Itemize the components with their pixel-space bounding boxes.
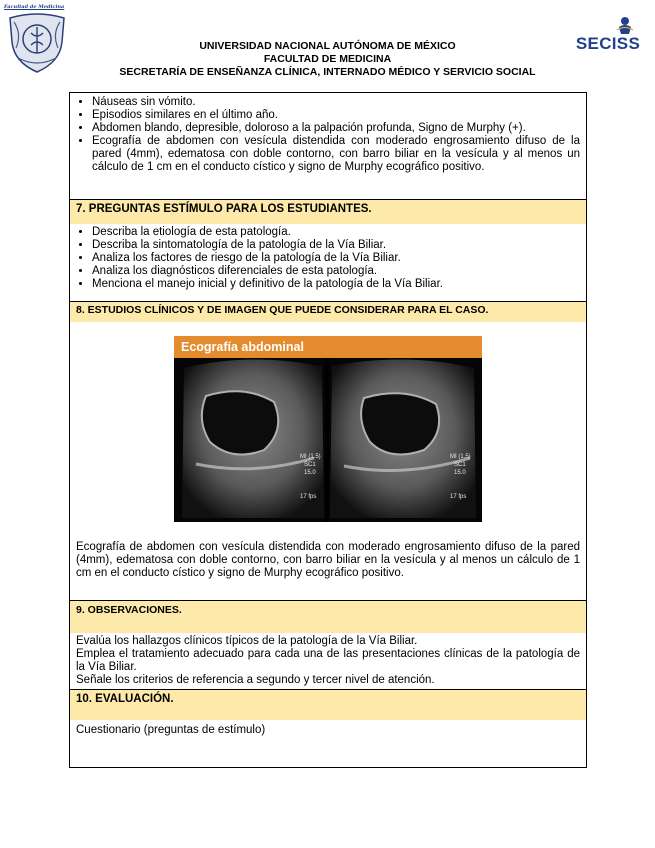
list-item: • Episodios similares en el último año. [92,109,580,122]
ultrasound-title: Ecografía abdominal [174,336,482,358]
list-item: • Analiza los diagnósticos diferenciales de esta patología. [92,265,580,278]
ultrasound-scan-graphic [174,358,482,522]
scan-label: MI (1.5) [450,454,471,460]
section-9-title: 9. OBSERVACIONES. [70,601,586,633]
findings-section [70,93,586,200]
list-item: • Describa la etiología de esta patología. [92,226,580,239]
stimulus-questions-list [70,226,586,291]
list-item: • Describa la sintomatología de la patología de la Vía Biliar. [92,239,580,252]
observation-line: Emplea el tratamiento adecuado para cada una de las presentaciones clínicas de la patología de la Vía Biliar. [76,648,580,673]
section-8-header [70,302,586,322]
scan-label: 17 fps [300,494,317,500]
scan-label: SC1 [304,462,316,468]
findings-list [70,96,586,174]
scan-label: 15.0 [454,470,466,476]
faculty-logo-caption: Facultad de Medicina [4,4,65,10]
secyss-wordmark: SECISS [575,34,641,53]
section-9-header [70,601,586,633]
list-item: • Náuseas sin vómito. [92,96,580,109]
section-9-body [70,633,586,690]
ultrasound-figure [70,322,586,522]
section-8-body [70,322,586,601]
observation-line: Señale los criterios de referencia a segundo y tercer nivel de atención. [76,674,435,686]
header-line-secretariat: SECRETARÍA DE ENSEÑANZA CLÍNICA, INTERNADO MÉDICO Y SERVICIO SOCIAL [119,66,536,78]
section-10-body [70,720,586,767]
list-item: • Analiza los factores de riesgo de la patología de la Vía Biliar. [92,252,580,265]
header-line-faculty: FACULTAD DE MEDICINA [263,53,392,65]
list-item: • Ecografía de abdomen con vesícula distendida con moderado engrosamiento difuso de la pared (4mm), edematosa con doble contorno, con barro biliar en la vesícula y al menos un cálculo de 1 cm en el conducto cístico y signo de Murphy ecográfico positivo. [92,135,580,174]
ultrasound-image [174,336,482,522]
section-7-body [70,224,586,302]
section-10-header [70,690,586,720]
scan-label: 15.0 [304,470,316,476]
scan-label: MI (1.5) [300,454,321,460]
section-7-title: 7. PREGUNTAS ESTÍMULO PARA LOS ESTUDIANTES. [70,200,586,224]
ultrasound-caption: Ecografía de abdomen con vesícula distendida con moderado engrosamiento difuso de la pared (4mm), edematosa con doble contorno, con barro biliar en la vesícula y al menos un cálculo de 1 cm en el conducto cístico y signo de Murphy ecográfico positivo. [76,541,580,579]
section-7-header [70,200,586,224]
list-item: • Abdomen blando, depresible, doloroso a la palpación profunda, Signo de Murphy (+). [92,122,580,135]
scan-label: SC1 [454,462,466,468]
scan-label: 17 fps [450,494,467,500]
section-10-title: 10. EVALUACIÓN. [70,690,586,720]
observation-line: Evalúa los hallazgos clínicos típicos de la patología de la Vía Biliar. [76,635,418,647]
evaluation-text: Cuestionario (preguntas de estímulo) [76,724,266,736]
secyss-emblem-icon [573,16,643,36]
case-document-table [69,92,587,768]
header-line-university: UNIVERSIDAD NACIONAL AUTÓNOMA DE MÉXICO [199,40,456,52]
document-header [0,40,655,79]
list-item: • Menciona el manejo inicial y definitivo de la patología de la Vía Biliar. [92,278,580,291]
section-8-title: 8. ESTUDIOS CLÍNICOS Y DE IMAGEN QUE PUEDE CONSIDERAR PARA EL CASO. [70,302,586,322]
